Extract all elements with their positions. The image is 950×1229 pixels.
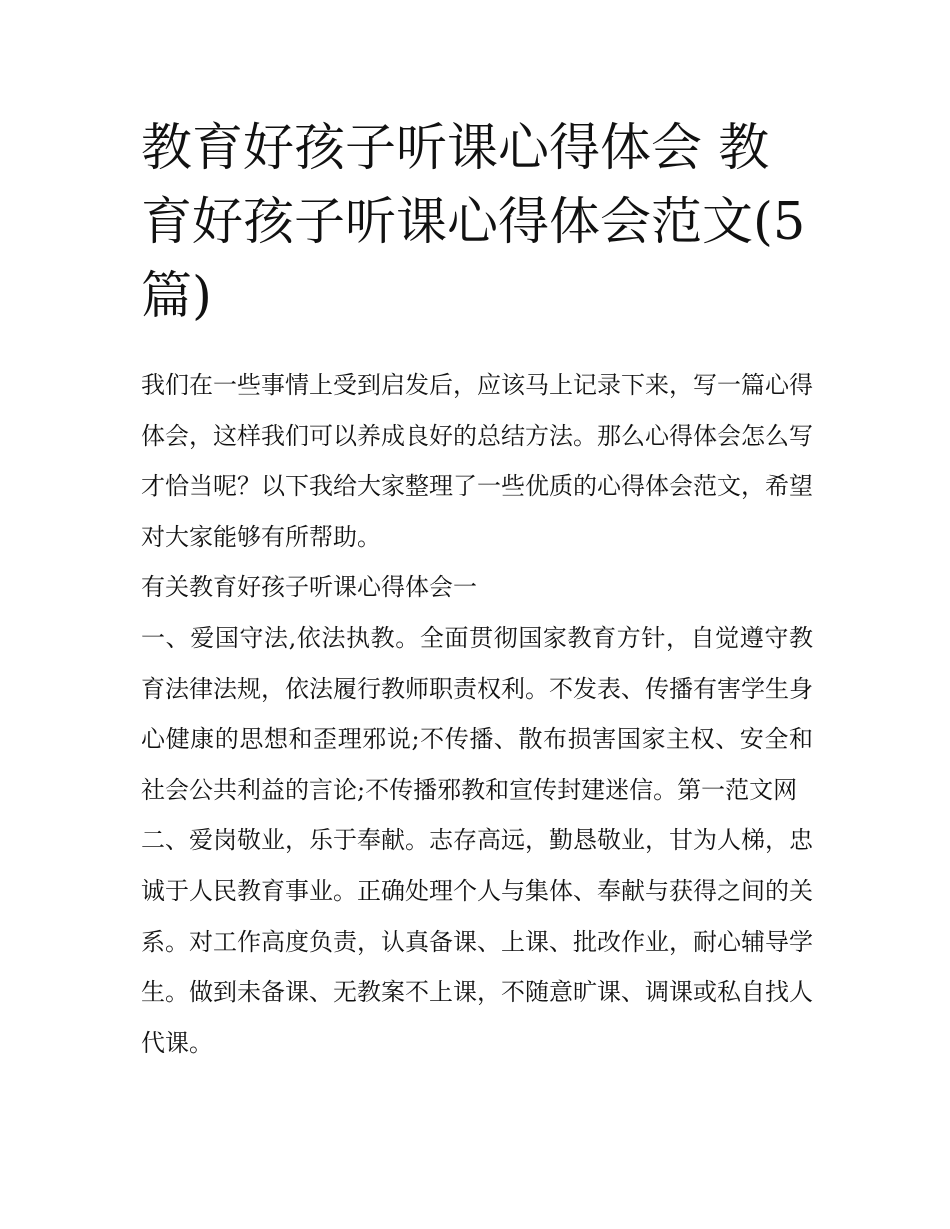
- body-paragraph-2: 二、爱岗敬业，乐于奉献。志存高远，勤恳敬业，甘为人梯，忠诚于人民教育事业。正确处理个人与集体、奉献与获得之间的关系。对工作高度负责，认真备课、上课、批改作业，耐心辅导学生。做到未备课、无教案不上课，不随意旷课、调课或私自找人代课。: [141, 826, 813, 1057]
- intro-paragraph: 我们在一些事情上受到启发后，应该马上记录下来，写一篇心得体会，这样我们可以养成良好的总结方法。那么心得体会怎么写才恰当呢？以下我给大家整理了一些优质的心得体会范文，希望对大家能够有所帮助。: [141, 371, 813, 551]
- section-heading: 有关教育好孩子听课心得体会一: [141, 573, 477, 602]
- document-body: [141, 360, 813, 1068]
- body-paragraph-1: 一、爱国守法,依法执教。全面贯彻国家教育方针，自觉遵守教育法律法规，依法履行教师职责权利。不发表、传播有害学生身心健康的思想和歪理邪说;不传播、散布损害国家主权、安全和社会公共利益的言论;不传播邪教和宣传封建迷信。第一范文网: [141, 623, 813, 804]
- document-title: 教育好孩子听课心得体会 教育好孩子听课心得体会范文(5篇): [141, 119, 806, 326]
- document-content: [141, 112, 813, 1068]
